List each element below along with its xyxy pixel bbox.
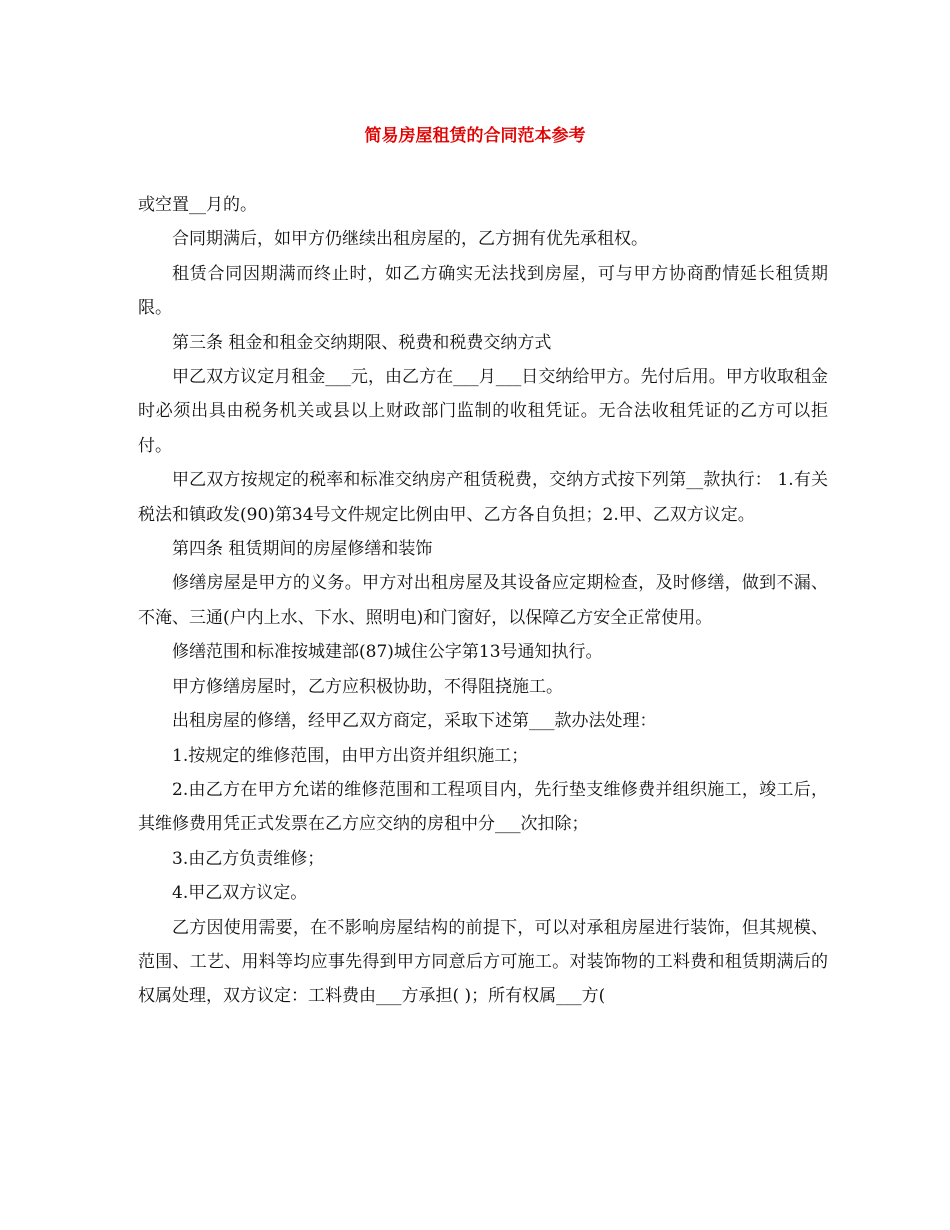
list-item: 3.由乙方负责维修； [172, 848, 325, 869]
paragraph: 租赁合同因期满而终止时，如乙方确实无法找到房屋，可与甲方协商酌情延长租赁期限。 [138, 263, 828, 319]
section-heading: 第四条 租赁期间的房屋修缮和装饰 [172, 539, 433, 560]
paragraph: 合同期满后，如甲方仍继续出租房屋的，乙方拥有优先承租权。 [172, 229, 648, 250]
paragraph: 修缮房屋是甲方的义务。甲方对出租房屋及其设备应定期检查，及时修缮，做到不漏、不淹、三通(户内上水、下水、照明电)和门窗好，以保障乙方安全正常使用。 [138, 573, 828, 628]
paragraph: 甲方修缮房屋时，乙方应积极协助，不得阻挠施工。 [172, 676, 563, 697]
list-item: 4.甲乙双方议定。 [172, 883, 308, 904]
section-heading: 第三条 租金和租金交纳期限、税费和税费交纳方式 [172, 332, 552, 353]
list-item: 1.按规定的维修范围，由甲方出资并组织施工； [172, 745, 529, 766]
paragraph: 修缮范围和标准按城建部(87)城住公字第13号通知执行。 [172, 642, 603, 663]
document-body [138, 188, 828, 1014]
paragraph: 甲乙双方按规定的税率和标准交纳房产租赁税费，交纳方式按下列第__款执行： 1.有关税法和镇政发(90)第34号文件规定比例由甲、乙方各自负担；2.甲、乙双方议定。 [138, 470, 828, 525]
list-item: 2.由乙方在甲方允诺的维修范围和工程项目内，先行垫支维修费并组织施工，竣工后，其维修费用凭正式发票在乙方应交纳的房租中分___次扣除； [138, 779, 828, 835]
document-title: 简易房屋租赁的合同范本参考 [364, 126, 586, 146]
paragraph: 甲乙双方议定月租金___元，由乙方在___月___日交纳给甲方。先付后用。甲方收取租金时必须出具由税务机关或县以上财政部门监制的收租凭证。无合法收租凭证的乙方可以拒付。 [138, 367, 828, 456]
paragraph: 出租房屋的修缮，经甲乙双方商定，采取下述第___款办法处理： [172, 711, 657, 732]
paragraph: 或空置__月的。 [138, 195, 257, 215]
paragraph: 乙方因使用需要，在不影响房屋结构的前提下，可以对承租房屋进行装饰，但其规模、范围、工艺、用料等均应事先得到甲方同意后方可施工。对装饰物的工料费和租赁期满后的权属处理，双方议定：工料费由___方承担( )；所有权属___方( [138, 917, 828, 1007]
